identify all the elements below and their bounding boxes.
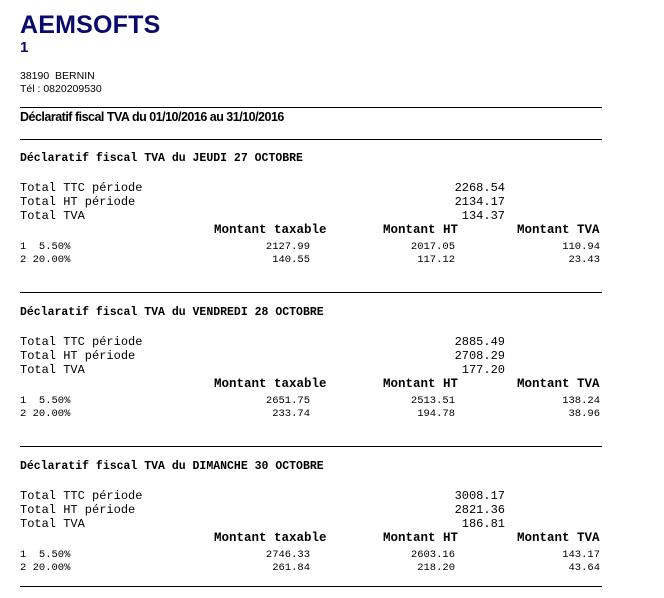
- label-total-tva: Total TVA: [20, 209, 85, 223]
- rate-row-1: 1 5.50%: [20, 241, 71, 253]
- taxable-row-1: 2127.99: [265, 241, 310, 253]
- label-total-ttc: Total TTC période: [20, 489, 143, 503]
- label-total-tva: Total TVA: [20, 363, 85, 377]
- day-section: [0, 152, 664, 302]
- ht-row-2: 194.78: [417, 408, 455, 420]
- col-header-tva: Montant TVA: [517, 531, 600, 545]
- value-total-ttc: 3008.17: [454, 489, 505, 503]
- col-header-taxable: Montant taxable: [214, 377, 327, 391]
- ht-row-1: 2603.16: [410, 549, 455, 561]
- value-total-ttc: 2268.54: [454, 181, 505, 195]
- rate-row-2: 2 20.00%: [20, 254, 71, 266]
- tva-row-1: 110.94: [562, 241, 600, 253]
- divider: [20, 139, 602, 140]
- label-total-tva: Total TVA: [20, 517, 85, 531]
- col-header-taxable: Montant taxable: [214, 223, 327, 237]
- label-total-ttc: Total TTC période: [20, 335, 143, 349]
- value-total-ht: 2821.36: [454, 503, 505, 517]
- rate-row-2: 2 20.00%: [20, 408, 71, 420]
- tva-row-2: 43.64: [568, 562, 600, 574]
- section-title: Déclaratif fiscal TVA du DIMANCHE 30 OCTOBRE: [20, 460, 324, 473]
- address-city: 38190 BERNIN: [20, 70, 95, 82]
- label-total-ht: Total HT période: [20, 349, 136, 363]
- col-header-ht: Montant HT: [383, 223, 459, 237]
- taxable-row-2: 233.74: [272, 408, 310, 420]
- divider: [20, 586, 602, 587]
- tva-row-1: 138.24: [562, 395, 600, 407]
- value-total-tva: 177.20: [461, 363, 505, 377]
- ht-row-2: 117.12: [417, 254, 455, 266]
- label-total-ht: Total HT période: [20, 195, 136, 209]
- tva-row-1: 143.17: [562, 549, 600, 561]
- tva-row-2: 23.43: [568, 254, 600, 266]
- col-header-ht: Montant HT: [383, 531, 459, 545]
- ht-row-1: 2017.05: [410, 241, 455, 253]
- company-name: AEMSOFTS: [20, 11, 161, 39]
- divider: [20, 107, 602, 108]
- value-total-ht: 2134.17: [454, 195, 505, 209]
- company-number: 1: [20, 39, 29, 56]
- address-phone: Tél : 0820209530: [20, 83, 102, 95]
- section-title: Déclaratif fiscal TVA du VENDREDI 28 OCTOBRE: [20, 306, 324, 319]
- value-total-tva: 186.81: [461, 517, 505, 531]
- value-total-ht: 2708.29: [454, 349, 505, 363]
- col-header-tva: Montant TVA: [517, 223, 600, 237]
- day-section: [0, 460, 664, 595]
- tva-row-2: 38.96: [568, 408, 600, 420]
- rate-row-1: 1 5.50%: [20, 549, 71, 561]
- rate-row-1: 1 5.50%: [20, 395, 71, 407]
- label-total-ttc: Total TTC période: [20, 181, 143, 195]
- value-total-ttc: 2885.49: [454, 335, 505, 349]
- section-title: Déclaratif fiscal TVA du JEUDI 27 OCTOBRE: [20, 152, 303, 165]
- divider: [20, 292, 602, 293]
- value-total-tva: 134.37: [461, 209, 505, 223]
- taxable-row-1: 2746.33: [265, 549, 310, 561]
- rate-row-2: 2 20.00%: [20, 562, 71, 574]
- taxable-row-1: 2651.75: [265, 395, 310, 407]
- document-title: Déclaratif fiscal TVA du 01/10/2016 au 31/10/2016: [20, 110, 284, 124]
- taxable-row-2: 261.84: [272, 562, 310, 574]
- ht-row-2: 218.20: [417, 562, 455, 574]
- col-header-tva: Montant TVA: [517, 377, 600, 391]
- taxable-row-2: 140.55: [272, 254, 310, 266]
- col-header-ht: Montant HT: [383, 377, 459, 391]
- ht-row-1: 2513.51: [410, 395, 455, 407]
- divider: [20, 446, 602, 447]
- day-section: [0, 306, 664, 456]
- label-total-ht: Total HT période: [20, 503, 136, 517]
- col-header-taxable: Montant taxable: [214, 531, 327, 545]
